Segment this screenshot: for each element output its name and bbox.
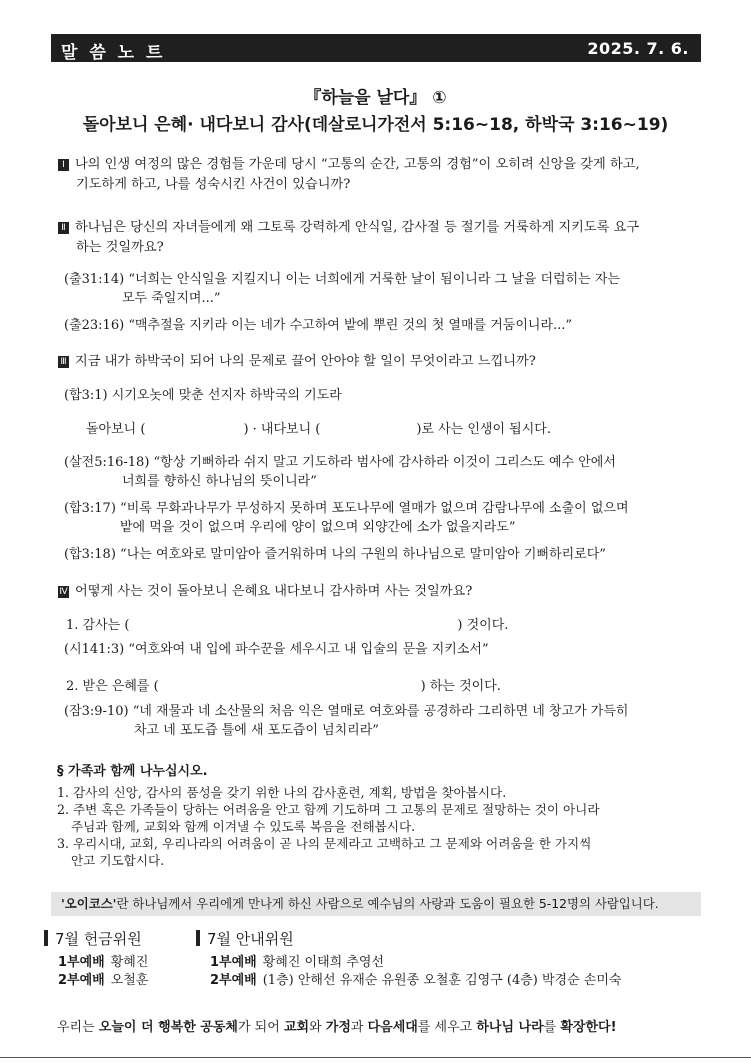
fill-text: ) · 내다보니 ( <box>243 422 321 437</box>
offering-service-2 <box>58 972 148 990</box>
vision-text: 과 <box>350 1020 368 1035</box>
verse-text-cont: 밭에 먹을 것이 없으며 우리에 양이 없으며 외양간에 소가 없을지라도” <box>120 520 516 535</box>
usher-heading <box>196 928 294 949</box>
service-label: 1부예배 <box>210 955 257 970</box>
service-names: 황혜진 <box>110 955 149 970</box>
fill-in-blank-1 <box>86 420 706 439</box>
bottom-divider <box>0 1057 751 1058</box>
verse-ref: (잠3:9-10) <box>64 704 129 719</box>
verse-text: “항상 기뻐하라 쉬지 말고 기도하라 범사에 감사하라 이것이 그리스도 예수 안에서 <box>153 455 616 470</box>
offering-heading <box>44 928 142 949</box>
service-names: (1층) 안해선 유재순 유원종 오철훈 김영구 (4층) 박경순 손미숙 <box>262 973 622 988</box>
sermon-subtitle: 돌아보니 은혜· 내다보니 감사(데살로니가전서 5:16~18, 하박국 3:16~19) <box>82 115 669 135</box>
vision-bold: 가정 <box>325 1020 351 1035</box>
fill-text: ) 것이다. <box>457 618 509 633</box>
question-number: Ⅰ <box>58 159 69 171</box>
verse-hab-3-17 <box>64 499 714 537</box>
header-title: 말 씀 노 트 <box>61 43 166 63</box>
offering-service-1 <box>58 954 148 972</box>
question-number: Ⅲ <box>58 356 69 368</box>
fill-text: 돌아보니 ( <box>86 422 146 437</box>
service-label: 2부예배 <box>210 973 257 988</box>
question-1 <box>58 155 698 195</box>
usher-service-2 <box>210 972 621 990</box>
verse-ref: (출23:16) <box>64 318 125 333</box>
family-item-text-cont: 주님과 함께, 교회와 함께 이겨낼 수 있도록 복음을 전해봅시다. <box>71 819 416 834</box>
heading-bar <box>44 930 48 946</box>
service-label: 2부예배 <box>58 973 105 988</box>
usher-heading-text: 7월 안내위원 <box>207 930 294 948</box>
fill-text: 1. 감사는 ( <box>66 618 130 633</box>
verse-prov-3-9 <box>64 702 714 740</box>
vision-text: 와 <box>309 1020 326 1035</box>
verse-exodus-31-14 <box>64 270 704 308</box>
family-item-1: 1. 감사의 신앙, 감사의 품성을 갖기 위한 나의 감사훈련, 계획, 방법을 찾아봅시다. <box>57 785 507 800</box>
verse-text: “여호와여 내 입에 파수꾼을 세우시고 내 입술의 문을 지키소서” <box>128 642 489 657</box>
verse-text: “너희는 안식일을 지킬지니 이는 너희에게 거룩한 날이 됨이니라 그 날을 더럽히는 자는 <box>128 272 620 287</box>
family-item-text-cont: 안고 기도합시다. <box>71 853 165 868</box>
question-4 <box>58 582 698 602</box>
question-text: 지금 내가 하박국이 되어 나의 문제로 끌어 안아야 할 일이 무엇이라고 느낍니까? <box>75 354 536 369</box>
vision-text: 를 <box>543 1020 561 1035</box>
vision-bold: 하나님 나라 <box>476 1020 544 1035</box>
offering-heading-text: 7월 헌금위원 <box>55 930 142 948</box>
question-number: Ⅳ <box>59 587 68 597</box>
service-names: 오철훈 <box>110 973 149 988</box>
question-text: 하나님은 당신의 자녀들에게 왜 그토록 강력하게 안식일, 감사절 등 절기를 거룩하게 지키도록 요구 <box>75 220 640 235</box>
family-item-text: 3. 우리시대, 교회, 우리나라의 어려움이 곧 나의 문제라고 고백하고 그 문제와 어려움을 한 가지씩 <box>57 836 592 851</box>
fill-text: ) 하는 것이다. <box>420 679 501 694</box>
heading-bar <box>196 930 200 946</box>
verse-text: “네 재물과 네 소산물의 처음 익은 열매로 여호와를 공경하라 그리하면 네 창고가 가득히 <box>132 704 629 719</box>
vision-text: 를 세우고 <box>417 1020 477 1035</box>
vision-text: 가 되어 <box>237 1020 284 1035</box>
habakkuk-intro: (합3:1) 시기오놋에 맞춘 선지자 하박국의 기도라 <box>64 388 342 403</box>
verse-ref: (시141:3) <box>64 642 125 657</box>
question-text-cont: 기도하게 하고, 나를 성숙시킨 사건이 있습니까? <box>76 177 351 192</box>
vision-text: 우리는 <box>57 1020 99 1035</box>
question-number: Ⅱ <box>58 222 69 234</box>
verse-text: “나는 여호와로 말미암아 즐거워하며 나의 구원의 하나님으로 말미암아 기뻐하리로다” <box>120 547 606 562</box>
family-item-text: 2. 주변 혹은 가족들이 당하는 어려움을 안고 함께 기도하며 그 고통의 문제로 절망하는 것이 아니라 <box>57 802 600 817</box>
vision-bold: 교회 <box>283 1020 310 1035</box>
fill-text: )로 사는 인생이 됩시다. <box>416 422 551 437</box>
verse-text-cont: 너희를 향하신 하나님의 뜻이니라” <box>122 474 317 489</box>
fill-text: 2. 받은 은혜를 ( <box>66 679 159 694</box>
service-label: 1부예배 <box>58 955 105 970</box>
verse-exodus-23-16 <box>64 316 704 335</box>
question-2 <box>58 218 698 258</box>
usher-service-1 <box>210 954 384 972</box>
header-date: 2025. 7. 6. <box>587 39 689 58</box>
vision-bold: 확장한다! <box>560 1020 617 1035</box>
vision-bold: 오늘이 더 행복한 공동체 <box>98 1020 238 1035</box>
verse-ref: (합3:18) <box>64 547 116 562</box>
verse-text-cont: 차고 네 포도즙 틀에 새 포도즙이 넘치리라” <box>134 723 379 738</box>
verse-ref: (합3:17) <box>64 501 116 516</box>
service-names: 황혜진 이태희 추영선 <box>262 955 385 970</box>
vision-statement <box>57 1016 617 1035</box>
fill-in-blank-2 <box>66 616 686 635</box>
verse-1thess-5-16 <box>64 453 714 491</box>
verse-ref: (살전5:16-18) <box>64 455 150 470</box>
oikos-banner <box>51 892 701 916</box>
verse-text: “맥추절을 지키라 이는 네가 수고하여 밭에 뿌린 것의 첫 열매를 거둠이니라...” <box>128 318 573 333</box>
banner-bold: '오이코스' <box>61 896 117 911</box>
vision-bold: 다음세대 <box>367 1020 418 1035</box>
verse-hab-3-18 <box>64 545 714 564</box>
family-heading: § 가족과 함께 나누십시오. <box>57 764 208 779</box>
banner-text: 란 하나님께서 우리에게 만나게 하신 사람으로 예수님의 사랑과 도움이 필요한 5-12명의 사람입니다. <box>116 896 659 911</box>
sermon-title: 『하늘을 날다』 ① <box>304 88 447 108</box>
question-3 <box>58 352 698 372</box>
verse-ref: (출31:14) <box>64 272 125 287</box>
question-text: 나의 인생 여정의 많은 경험들 가운데 당시 “고통의 순간, 고통의 경험”이 오히려 신앙을 갖게 하고, <box>75 157 640 172</box>
question-text-cont: 하는 것일까요? <box>76 240 164 255</box>
fill-in-blank-3 <box>66 677 686 696</box>
verse-text: “비록 무화과나무가 무성하지 못하며 포도나무에 열매가 없으며 감람나무에 소출이 없으며 <box>120 501 629 516</box>
question-text: 어떻게 사는 것이 돌아보니 은혜요 내다보니 감사하며 사는 것일까요? <box>75 584 473 599</box>
family-item-3 <box>57 835 697 869</box>
header-bar <box>51 34 701 62</box>
verse-text-cont: 모두 죽일지며...” <box>122 291 221 306</box>
family-item-2 <box>57 801 697 835</box>
verse-psalm-141-3 <box>64 640 704 659</box>
